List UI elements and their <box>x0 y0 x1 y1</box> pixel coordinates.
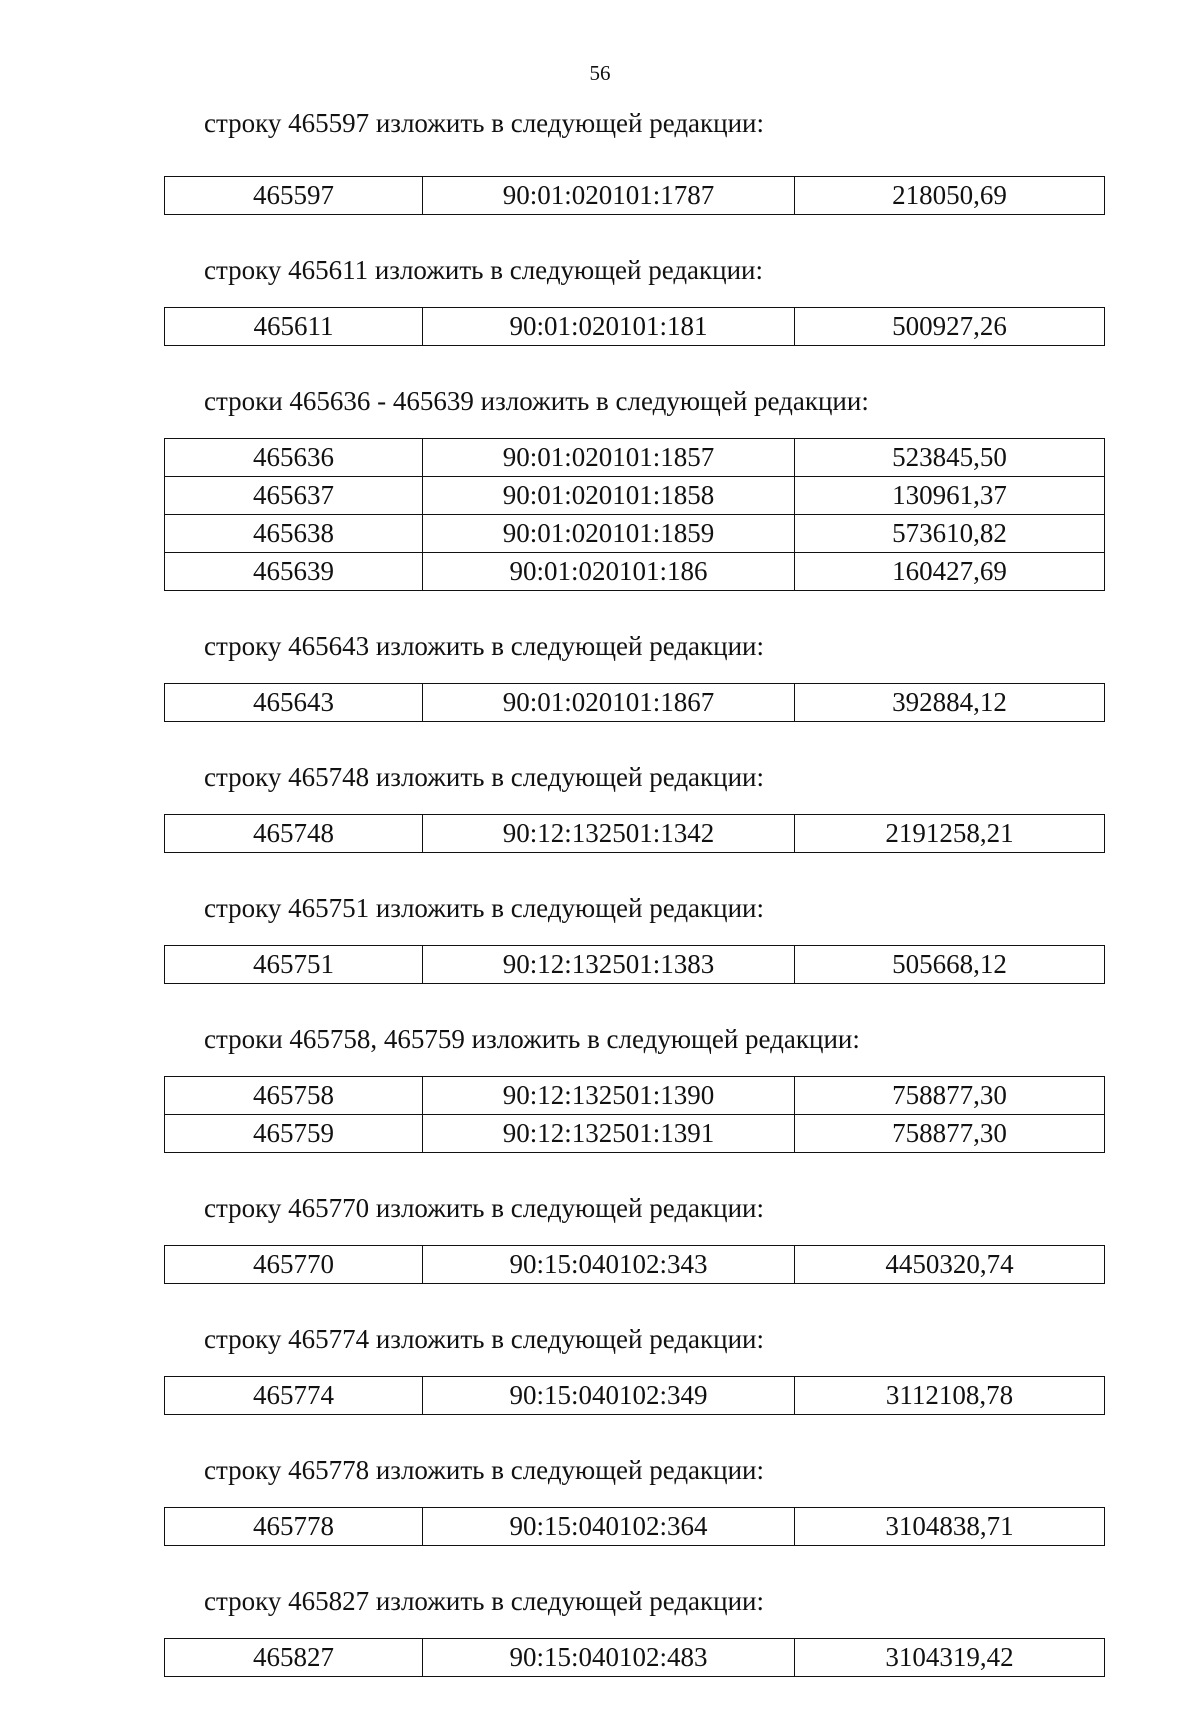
amendment-instruction: строку 465774 изложить в следующей редакции: <box>204 1324 765 1354</box>
cadastral-number-cell: 90:01:020101:1787 <box>423 177 795 215</box>
row-number-cell: 465597 <box>165 177 423 215</box>
table-row <box>165 1246 1105 1284</box>
table-row <box>165 1508 1105 1546</box>
value-cell: 3104319,42 <box>795 1639 1105 1677</box>
amendment-instruction: строки 465758, 465759 изложить в следующей редакции: <box>204 1024 860 1054</box>
amendment-table <box>164 1507 1105 1546</box>
row-number-cell: 465637 <box>165 477 423 515</box>
amendment-table <box>164 1076 1105 1153</box>
value-cell: 505668,12 <box>795 946 1105 984</box>
value-cell: 573610,82 <box>795 515 1105 553</box>
value-cell: 523845,50 <box>795 439 1105 477</box>
page-number: 56 <box>589 61 611 85</box>
amendment-block <box>0 1316 1200 1415</box>
amendment-instruction: строку 465597 изложить в следующей редакции: <box>204 108 765 138</box>
cadastral-number-cell: 90:01:020101:181 <box>423 308 795 346</box>
table-row <box>165 439 1105 477</box>
cadastral-number-cell: 90:15:040102:349 <box>423 1377 795 1415</box>
cadastral-number-cell: 90:01:020101:1867 <box>423 684 795 722</box>
amendment-table <box>164 438 1105 591</box>
row-number-cell: 465751 <box>165 946 423 984</box>
table-row <box>165 1377 1105 1415</box>
amendment-instruction: строку 465827 изложить в следующей редакции: <box>204 1586 765 1616</box>
amendment-table <box>164 1245 1105 1284</box>
cadastral-number-cell: 90:01:020101:1857 <box>423 439 795 477</box>
cadastral-number-cell: 90:12:132501:1391 <box>423 1115 795 1153</box>
row-number-cell: 465611 <box>165 308 423 346</box>
row-number-cell: 465758 <box>165 1077 423 1115</box>
value-cell: 218050,69 <box>795 177 1105 215</box>
cadastral-number-cell: 90:12:132501:1342 <box>423 815 795 853</box>
table-row <box>165 553 1105 591</box>
value-cell: 392884,12 <box>795 684 1105 722</box>
value-cell: 3112108,78 <box>795 1377 1105 1415</box>
amendment-table <box>164 683 1105 722</box>
value-cell: 758877,30 <box>795 1115 1105 1153</box>
table-row <box>165 1639 1105 1677</box>
amendment-table <box>164 1638 1105 1677</box>
row-number-cell: 465759 <box>165 1115 423 1153</box>
table-row <box>165 815 1105 853</box>
value-cell: 4450320,74 <box>795 1246 1105 1284</box>
amendment-table <box>164 176 1105 215</box>
value-cell: 130961,37 <box>795 477 1105 515</box>
value-cell: 160427,69 <box>795 553 1105 591</box>
row-number-cell: 465643 <box>165 684 423 722</box>
cadastral-number-cell: 90:01:020101:186 <box>423 553 795 591</box>
amendment-block <box>0 247 1200 346</box>
amendment-instruction: строки 465636 - 465639 изложить в следующей редакции: <box>204 386 869 416</box>
amendment-block <box>0 885 1200 984</box>
amendment-block <box>0 378 1200 591</box>
cadastral-number-cell: 90:15:040102:364 <box>423 1508 795 1546</box>
table-row <box>165 177 1105 215</box>
document-body <box>0 100 1200 1709</box>
cadastral-number-cell: 90:01:020101:1859 <box>423 515 795 553</box>
amendment-table <box>164 945 1105 984</box>
amendment-block <box>0 1447 1200 1546</box>
amendment-instruction: строку 465778 изложить в следующей редакции: <box>204 1455 765 1485</box>
amendment-block <box>0 623 1200 722</box>
amendment-block <box>0 100 1200 215</box>
cadastral-number-cell: 90:15:040102:483 <box>423 1639 795 1677</box>
row-number-cell: 465639 <box>165 553 423 591</box>
amendment-instruction: строку 465643 изложить в следующей редакции: <box>204 631 765 661</box>
table-row <box>165 477 1105 515</box>
amendment-table <box>164 814 1105 853</box>
cadastral-number-cell: 90:15:040102:343 <box>423 1246 795 1284</box>
cadastral-number-cell: 90:01:020101:1858 <box>423 477 795 515</box>
row-number-cell: 465748 <box>165 815 423 853</box>
value-cell: 758877,30 <box>795 1077 1105 1115</box>
table-row <box>165 946 1105 984</box>
cadastral-number-cell: 90:12:132501:1390 <box>423 1077 795 1115</box>
table-row <box>165 515 1105 553</box>
amendment-table <box>164 307 1105 346</box>
amendment-instruction: строку 465748 изложить в следующей редакции: <box>204 762 765 792</box>
row-number-cell: 465638 <box>165 515 423 553</box>
row-number-cell: 465770 <box>165 1246 423 1284</box>
value-cell: 3104838,71 <box>795 1508 1105 1546</box>
amendment-instruction: строку 465611 изложить в следующей редакции: <box>204 255 764 285</box>
amendment-block <box>0 754 1200 853</box>
row-number-cell: 465778 <box>165 1508 423 1546</box>
amendment-instruction: строку 465770 изложить в следующей редакции: <box>204 1193 765 1223</box>
row-number-cell: 465827 <box>165 1639 423 1677</box>
table-row <box>165 1077 1105 1115</box>
table-row <box>165 1115 1105 1153</box>
amendment-block <box>0 1185 1200 1284</box>
table-row <box>165 684 1105 722</box>
table-row <box>165 308 1105 346</box>
cadastral-number-cell: 90:12:132501:1383 <box>423 946 795 984</box>
amendment-table <box>164 1376 1105 1415</box>
value-cell: 500927,26 <box>795 308 1105 346</box>
row-number-cell: 465636 <box>165 439 423 477</box>
amendment-block <box>0 1016 1200 1153</box>
value-cell: 2191258,21 <box>795 815 1105 853</box>
row-number-cell: 465774 <box>165 1377 423 1415</box>
amendment-block <box>0 1578 1200 1677</box>
amendment-instruction: строку 465751 изложить в следующей редакции: <box>204 893 765 923</box>
